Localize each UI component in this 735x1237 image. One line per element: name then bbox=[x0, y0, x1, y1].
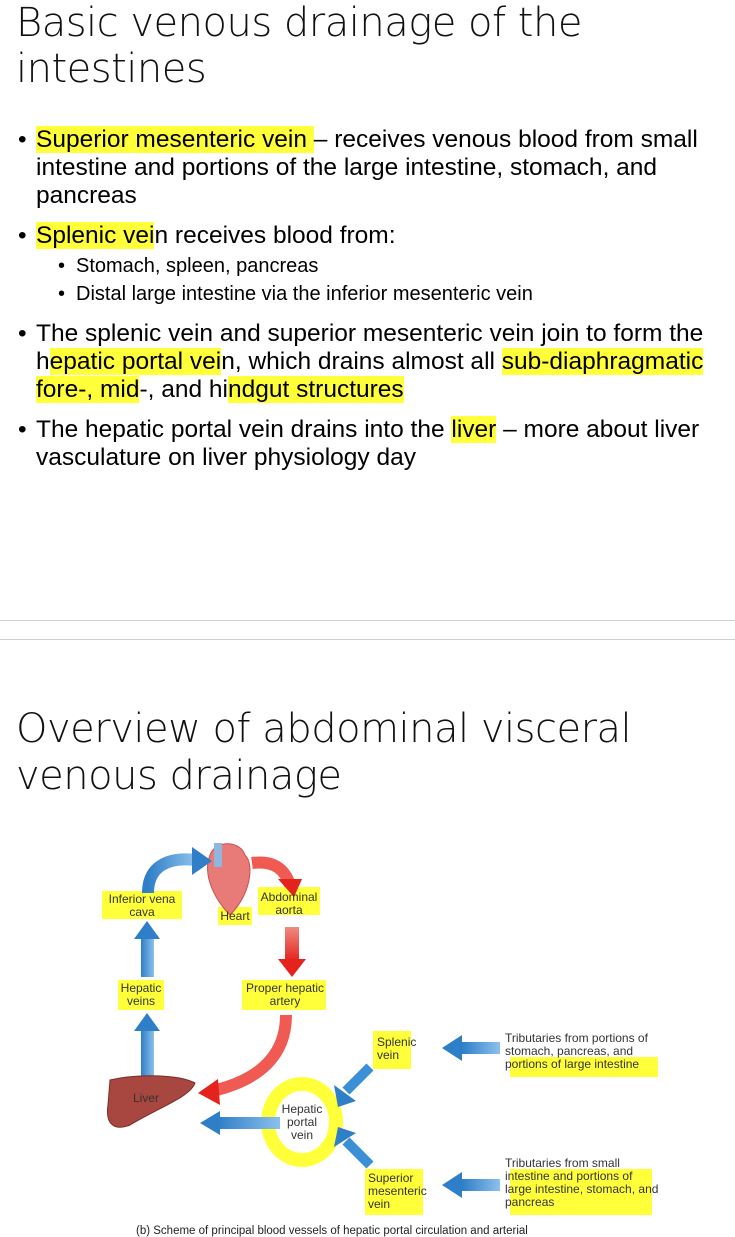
label-splenic-vein: Splenic vein bbox=[377, 1035, 417, 1062]
slide-divider-top bbox=[0, 620, 735, 621]
slide-2-title: Overview of abdominal visceral venous drainage bbox=[16, 706, 632, 799]
highlight: epatic portal vei bbox=[49, 348, 222, 375]
bullet-text: -, and hi bbox=[139, 376, 228, 403]
bullet-liver bbox=[18, 416, 725, 472]
sub-bullet: • Stomach, spleen, pancreas bbox=[36, 252, 725, 280]
bullet-text: n, which drains almost all bbox=[221, 348, 502, 375]
bullet-sup-mesenteric bbox=[18, 126, 725, 210]
sub-bullets bbox=[36, 252, 725, 308]
highlight: liver bbox=[451, 416, 497, 443]
heart-icon bbox=[208, 843, 250, 915]
label-tributaries-smv: Tributaries from small intestine and portions of large intestine, stomach, and pancreas bbox=[505, 1156, 659, 1209]
label-ivc: Inferior vena cava bbox=[108, 892, 176, 919]
bullet-portal-join bbox=[18, 320, 725, 404]
label-aorta: Abdominal aorta bbox=[260, 890, 318, 917]
highlight: Superior mesenteric vein bbox=[36, 126, 314, 153]
bullet-text: The hepatic portal vein drains into the bbox=[36, 416, 452, 443]
label-tributaries-splenic: Tributaries from portions of stomach, pancreas, and portions of large intestine bbox=[505, 1031, 648, 1071]
bullet-text: – more about liver vasculature on liver physiology day bbox=[36, 416, 700, 471]
label-heart: Heart bbox=[220, 909, 250, 923]
label-liver: Liver bbox=[132, 1091, 159, 1105]
label-superior-mesenteric-vein: Superior mesenteric vein bbox=[368, 1171, 427, 1211]
highlight: ndgut structures bbox=[228, 376, 404, 403]
bullet-text: n receives blood from: bbox=[154, 222, 396, 249]
label-hepatic-portal-vein: Hepatic portal vein bbox=[281, 1102, 323, 1142]
highlight: sub-diaphragmatic fore-, mid bbox=[36, 348, 704, 403]
slide-1-bullets bbox=[18, 126, 725, 484]
sub-bullet: • Distal large intestine via the inferior mesenteric vein bbox=[36, 280, 725, 308]
bullet-splenic bbox=[18, 222, 725, 308]
highlight: Splenic vei bbox=[36, 222, 155, 249]
slide-1-title: Basic venous drainage of the intestines bbox=[16, 0, 582, 92]
portal-circulation-diagram bbox=[90, 835, 690, 1237]
bullet-text: – receives venous blood from small intestine and portions of the large intestine, stomach, and pancreas bbox=[36, 126, 698, 209]
bullet-text: The splenic vein and superior mesenteric vein join to form the h bbox=[36, 320, 704, 375]
label-hepatic-veins: Hepatic veins bbox=[120, 981, 162, 1008]
label-proper-hepatic-artery: Proper hepatic artery bbox=[245, 981, 325, 1008]
diagram-caption: (b) Scheme of principal blood vessels of hepatic portal circulation and arterial bbox=[136, 1225, 528, 1237]
